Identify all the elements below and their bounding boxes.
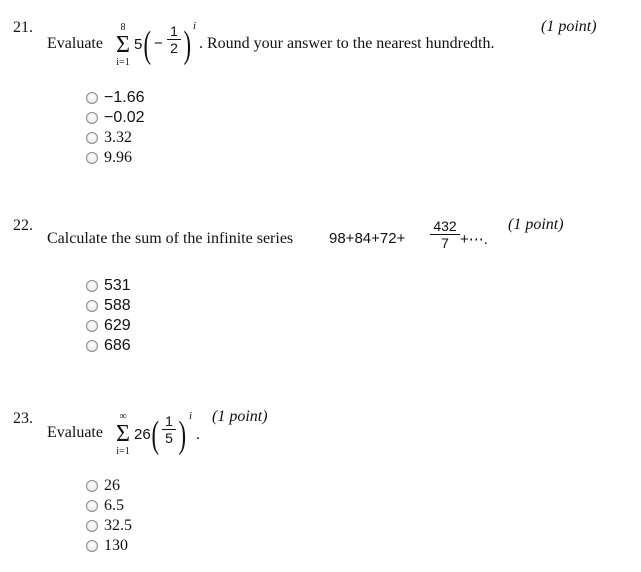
sigma-lower: i=1 <box>116 446 130 457</box>
option-label: 3.32 <box>104 129 132 146</box>
coefficient: 5 <box>134 36 143 53</box>
radio-button[interactable] <box>86 320 98 332</box>
summation <box>115 22 131 68</box>
series-terms: 98+84+72+ <box>329 230 406 247</box>
sigma-lower: i=1 <box>116 57 130 68</box>
radio-button[interactable] <box>86 132 98 144</box>
question-prompt-prefix: Evaluate <box>47 424 103 441</box>
sigma-upper: ∞ <box>119 411 127 422</box>
fraction-numerator: 1 <box>165 413 173 429</box>
left-paren: ( <box>143 24 152 66</box>
answer-option[interactable] <box>86 496 132 516</box>
question-number: 21. <box>13 19 33 36</box>
negative-sign: − <box>154 35 163 52</box>
radio-button[interactable] <box>86 480 98 492</box>
question-prompt-suffix: . Round your answer to the nearest hundredth. <box>199 35 495 52</box>
option-label: 26 <box>104 477 120 494</box>
question-points: (1 point) <box>212 408 268 425</box>
option-label: 629 <box>104 317 131 334</box>
exponent: i <box>189 410 193 422</box>
option-label: −0.02 <box>104 109 145 126</box>
sigma-symbol: Σ <box>116 421 130 447</box>
answer-option[interactable] <box>86 108 144 128</box>
fraction <box>162 413 176 446</box>
radio-button[interactable] <box>86 280 98 292</box>
radio-button[interactable] <box>86 112 98 124</box>
answer-option[interactable] <box>86 148 144 168</box>
option-label: 130 <box>104 537 128 554</box>
answer-option[interactable] <box>86 276 131 296</box>
coefficient: 26 <box>134 426 151 443</box>
fraction-denominator: 2 <box>167 39 181 56</box>
fraction-denominator: 5 <box>162 429 176 446</box>
question-number: 22. <box>13 217 33 234</box>
answer-option[interactable] <box>86 536 132 556</box>
sigma-symbol: Σ <box>116 32 130 58</box>
exponent: i <box>193 20 197 32</box>
option-label: 531 <box>104 277 131 294</box>
option-label: 32.5 <box>104 517 132 534</box>
option-label: 9.96 <box>104 149 132 166</box>
radio-button[interactable] <box>86 92 98 104</box>
option-label: −1.66 <box>104 89 145 106</box>
answer-option[interactable] <box>86 316 131 336</box>
fraction-numerator: 432 <box>433 218 457 234</box>
left-paren: ( <box>151 414 160 456</box>
radio-button[interactable] <box>86 540 98 552</box>
radio-button[interactable] <box>86 152 98 164</box>
answer-options <box>86 88 144 168</box>
question-points: (1 point) <box>541 18 597 35</box>
answer-option[interactable] <box>86 88 144 108</box>
radio-button[interactable] <box>86 500 98 512</box>
question-prompt-prefix: Calculate the sum of the infinite series <box>47 230 294 247</box>
fraction-numerator: 1 <box>170 23 178 39</box>
answer-option[interactable] <box>86 476 132 496</box>
option-label: 588 <box>104 297 131 314</box>
option-label: 686 <box>104 337 131 354</box>
summation <box>115 411 131 457</box>
radio-button[interactable] <box>86 340 98 352</box>
series-tail: +⋯. <box>460 231 488 248</box>
option-label: 6.5 <box>104 497 124 514</box>
right-paren: ) <box>178 414 187 456</box>
sigma-upper: 8 <box>120 22 126 33</box>
answer-option[interactable] <box>86 516 132 536</box>
question-points: (1 point) <box>508 216 564 233</box>
answer-option[interactable] <box>86 296 131 316</box>
radio-button[interactable] <box>86 300 98 312</box>
radio-button[interactable] <box>86 520 98 532</box>
answer-options <box>86 276 131 356</box>
answer-option[interactable] <box>86 336 131 356</box>
right-paren: ) <box>183 24 192 66</box>
fraction <box>167 23 181 56</box>
answer-option[interactable] <box>86 128 144 148</box>
question-number: 23. <box>13 410 33 427</box>
question-prompt-prefix: Evaluate <box>47 35 103 52</box>
fraction <box>430 218 460 251</box>
answer-options <box>86 476 132 556</box>
fraction-denominator: 7 <box>430 234 460 251</box>
question-prompt-suffix: . <box>196 426 200 443</box>
